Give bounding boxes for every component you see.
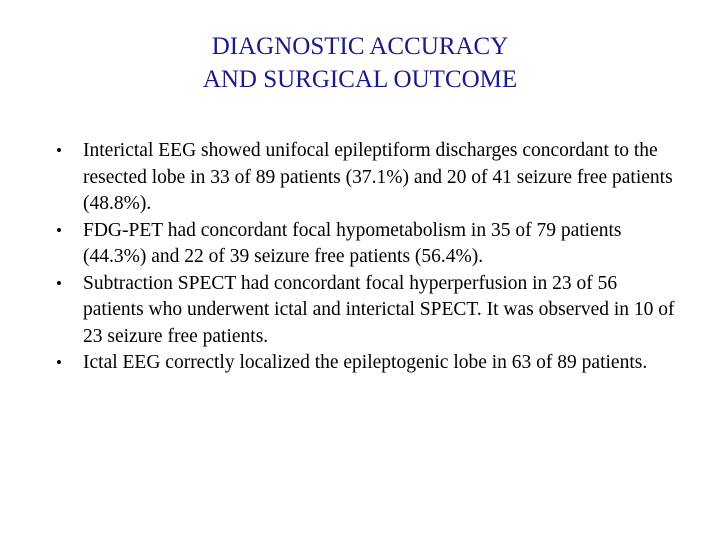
bullet-icon: • — [56, 353, 62, 372]
bullet-list — [56, 138, 676, 377]
bullet-text: Interictal EEG showed unifocal epileptiform discharges concordant to the resected lobe in 33 of 89 patients (37.1%) and 20 of 41 seizure free patients (48.8%). — [83, 140, 673, 214]
bullet-text: Ictal EEG correctly localized the epileptogenic lobe in 63 of 89 patients. — [83, 352, 648, 373]
bullet-item-ictal-eeg — [56, 350, 676, 377]
title-line-2: AND SURGICAL OUTCOME — [202, 66, 518, 93]
bullet-item-fdg-pet — [56, 218, 676, 271]
bullet-text: FDG-PET had concordant focal hypometabolism in 35 of 79 patients (44.3%) and 22 of 39 seizure free patients (56.4%). — [83, 219, 622, 267]
bullet-item-interictal-eeg — [56, 138, 676, 218]
title-line-1: DIAGNOSTIC ACCURACY — [211, 33, 509, 60]
bullet-icon: • — [56, 220, 62, 240]
bullet-text: Subtraction SPECT had concordant focal hyperperfusion in 23 of 56 patients who underwent ictal and interictal SPECT. It was observed in 10 of 23 seizure free patients. — [83, 272, 675, 347]
slide-title — [0, 30, 720, 96]
bullet-icon: • — [56, 141, 62, 160]
bullet-item-subtraction-spect — [56, 271, 676, 351]
bullet-icon: • — [56, 273, 62, 293]
